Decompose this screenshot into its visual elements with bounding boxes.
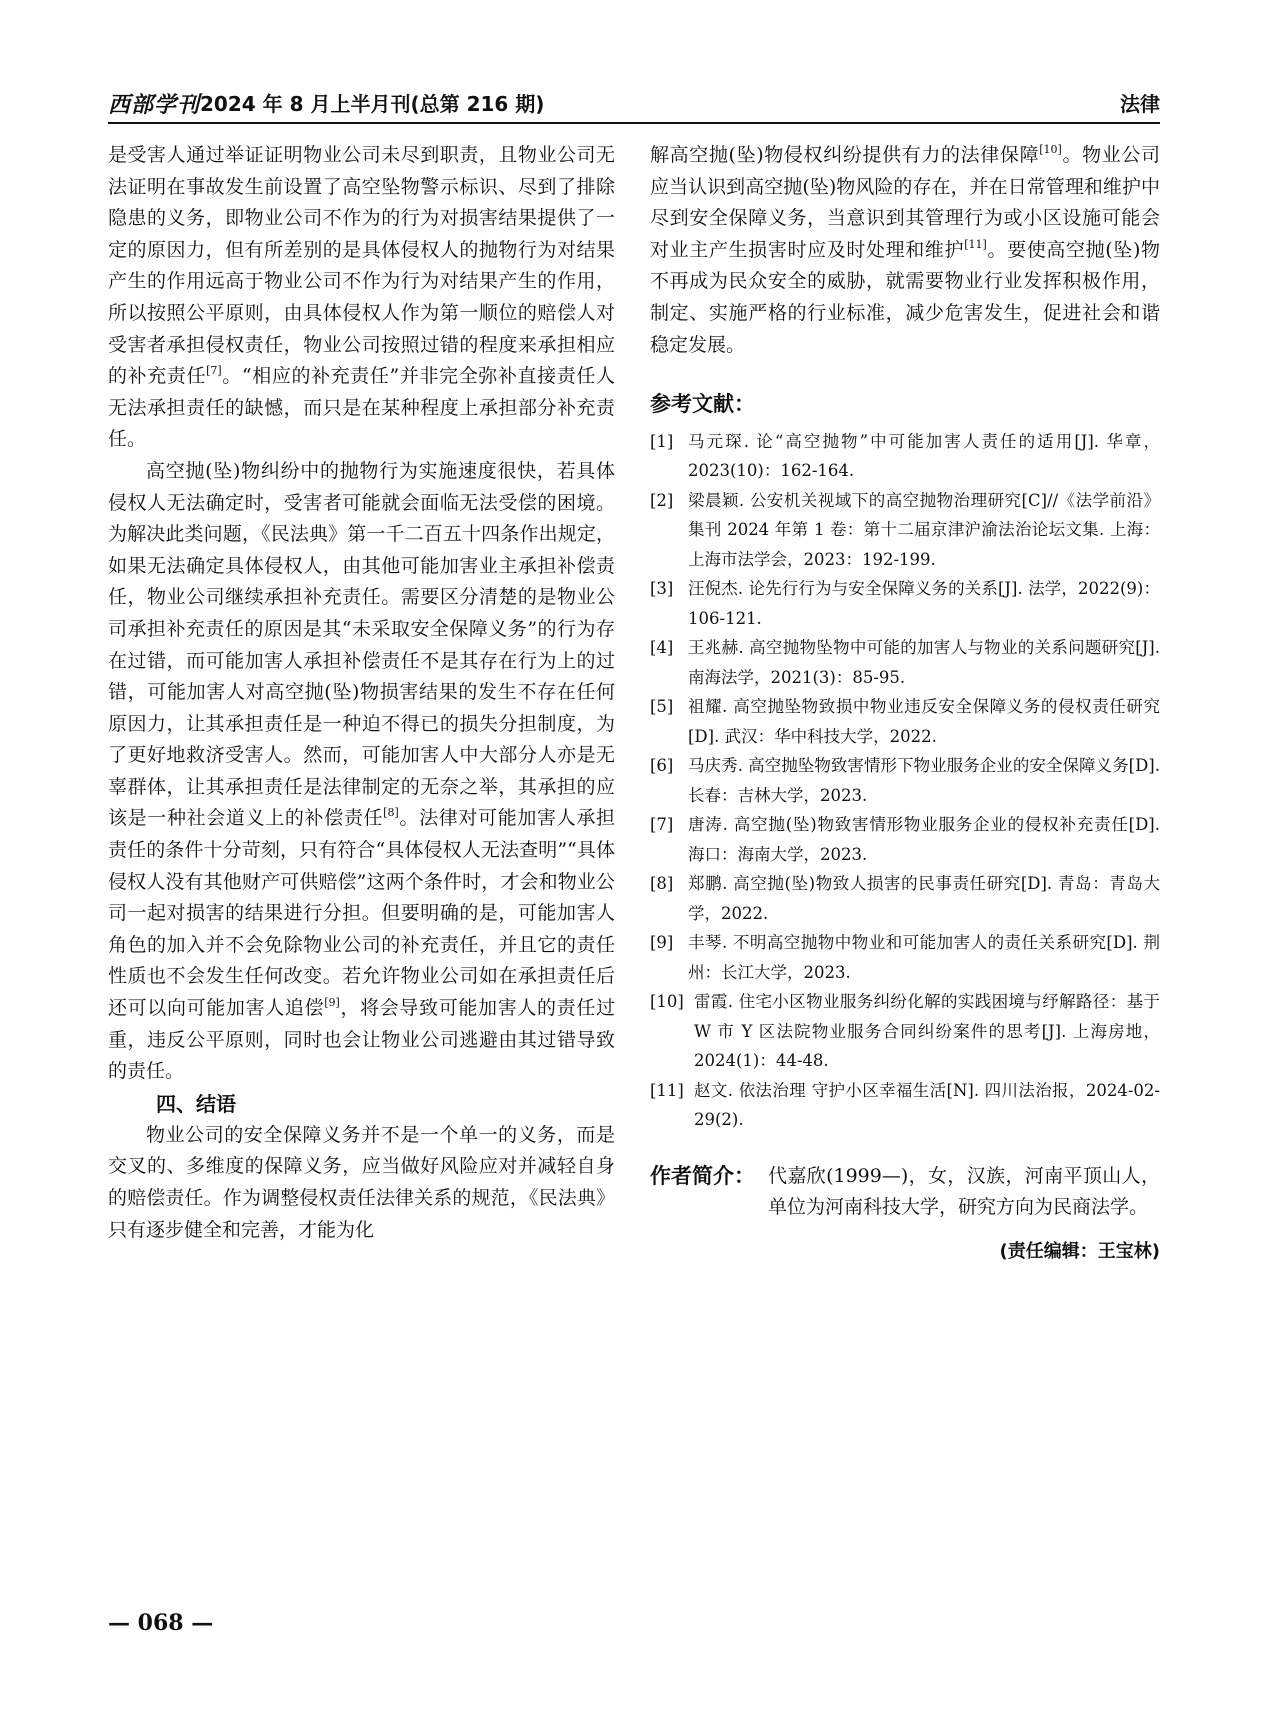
- paragraph: 是受害人通过举证证明物业公司未尽到职责，且物业公司无法证明在事故发生前设置了高空坠物警示标识、尽到了排除隐患的义务，即物业公司不作为的行为对损害结果提供了一定的原因力，但有所差别的是具体侵权人的抛物行为对结果产生的作用远高于物业公司不作为行为对结果产生的作用，所以按照公平原则，由具体侵权人作为第一顺位的赔偿人对受害者承担侵权责任，物业公司按照过错的程度来承担相应的补充责任[7]。“相应的补充责任”并非完全弥补直接责任人无法承担责任的缺憾，而只是在某种程度上承担部分补充责任。: [108, 144, 615, 451]
- citation: [8]: [383, 806, 399, 820]
- page-header: [108, 82, 1160, 128]
- citation: [11]: [964, 237, 987, 251]
- reference-item: [5] 祖耀. 高空抛坠物致损中物业违反安全保障义务的侵权责任研究[D]. 武汉：华中科技大学，2022.: [650, 697, 1160, 746]
- left-column: [108, 140, 615, 1246]
- issue-info: 2024 年 8 月上半月刊(总第 216 期): [200, 92, 545, 116]
- reference-item: [1] 马元琛. 论“高空抛物”中可能加害人责任的适用[J]. 华章，2023(10)：162-164.: [650, 431, 1160, 481]
- reference-item: [9] 丰琴. 不明高空抛物中物业和可能加害人的责任关系研究[D]. 荆州：长江大学，2023.: [650, 933, 1160, 982]
- reference-item: [2] 梁晨颖. 公安机关视域下的高空抛物治理研究[C]//《法学前沿》集刊 2024 年第 1 卷：第十二届京津沪渝法治论坛文集. 上海：上海市法学会，2023：192-199.: [650, 490, 1160, 569]
- reference-item: [10] 雷霞. 住宅小区物业服务纠纷化解的实践困境与纾解路径：基于 W 市 Y 区法院物业服务合同纠纷案件的思考[J]. 上海房地，2024(1)：44-48.: [650, 992, 1160, 1071]
- paragraph: 高空抛(坠)物纠纷中的抛物行为实施速度很快，若具体侵权人无法确定时，受害者可能就会面临无法受偿的困境。为解决此类问题，《民法典》第一千二百五十四条作出规定，如果无法确定具体侵权人，由其他可能加害业主承担补偿责任，物业公司继续承担补充责任。需要区分清楚的是物业公司承担补充责任的原因是其“未采取安全保障义务”的行为存在过错，而可能加害人承担补偿责任不是其存在行为上的过错，可能加害人对高空抛(坠)物损害结果的发生不存在任何原因力，让其承担责任是一种迫不得已的损失分担制度，为了更好地救济受害人。然而，可能加害人中大部分人亦是无辜群体，让其承担责任是法律制定的无奈之举，其承担的应该是一种社会道义上的补偿责任[8]。法律对可能加害人承担责任的条件十分苛刻，只有符合“具体侵权人无法查明”“具体侵权人没有其他财产可供赔偿”这两个条件时，才会和物业公司一起对损害的结果进行分担。但要明确的是，可能加害人角色的加入并不会免除物业公司的补充责任，并且它的责任性质也不会发生任何改变。若允许物业公司如在承担责任后还可以向可能加害人追偿[9]，将会导致可能加害人的责任过重，违反公平原则，同时也会让物业公司逃避由其过错导致的责任。: [108, 459, 615, 1083]
- reference-item: [7] 唐涛. 高空抛(坠)物致害情形物业服务企业的侵权补充责任[D]. 海口：海南大学，2023.: [650, 815, 1160, 864]
- reference-item: [6] 马庆秀. 高空抛坠物致害情形下物业服务企业的安全保障义务[D]. 长春：吉林大学，2023.: [650, 756, 1160, 805]
- paragraph: 物业公司的安全保障义务并不是一个单一的义务，而是交叉的、多维度的保障义务，应当做好风险应对并减轻自身的赔偿责任。作为调整侵权责任法律关系的规范，《民法典》只有逐步健全和完善，才能为化: [108, 1123, 615, 1241]
- header-rule: [108, 122, 1160, 124]
- citation: [7]: [206, 364, 222, 378]
- section-label: 法律: [1120, 92, 1160, 116]
- author-bio-label: 作者简介：: [650, 1163, 755, 1188]
- reference-item: [4] 王兆赫. 高空抛物坠物中可能的加害人与物业的关系问题研究[J]. 南海法学，2021(3)：85-95.: [650, 638, 1160, 687]
- author-bio: [650, 1161, 1160, 1224]
- references-list: [650, 427, 1160, 1135]
- responsible-editor: (责任编辑：王宝林): [999, 1240, 1160, 1262]
- reference-item: [8] 郑鹏. 高空抛(坠)物致人损害的民事责任研究[D]. 青岛：青岛大学，2022.: [650, 874, 1160, 923]
- paragraph: 解高空抛(坠)物侵权纠纷提供有力的法律保障[10]。物业公司应当认识到高空抛(坠)物风险的存在，并在日常管理和维护中尽到安全保障义务，当意识到其管理行为或小区设施可能会对业主产生损害时应及时处理和维护[11]。要使高空抛(坠)物不再成为民众安全的威胁，就需要物业行业发挥积极作用，制定、实施严格的行业标准，减少危害发生，促进社会和谐稳定发展。: [650, 143, 1160, 356]
- citation: [10]: [1039, 143, 1062, 156]
- page-number: — 068 —: [108, 1610, 214, 1636]
- reference-item: [3] 汪倪杰. 论先行行为与安全保障义务的关系[J]. 法学，2022(9)：106-121.: [650, 579, 1160, 628]
- citation: [9]: [324, 996, 340, 1010]
- references-title: 参考文献：: [650, 392, 755, 417]
- author-bio-text: 代嘉欣(1999—)，女，汉族，河南平顶山人，单位为河南科技大学，研究方向为民商法学。: [768, 1164, 1160, 1219]
- section-heading: 四、结语: [156, 1091, 236, 1116]
- journal-logo: 西部学刊: [108, 92, 201, 118]
- right-column: [650, 140, 1160, 1268]
- reference-item: [11] 赵文. 依法治理 守护小区幸福生活[N]. 四川法治报，2024-02-29(2).: [650, 1080, 1160, 1130]
